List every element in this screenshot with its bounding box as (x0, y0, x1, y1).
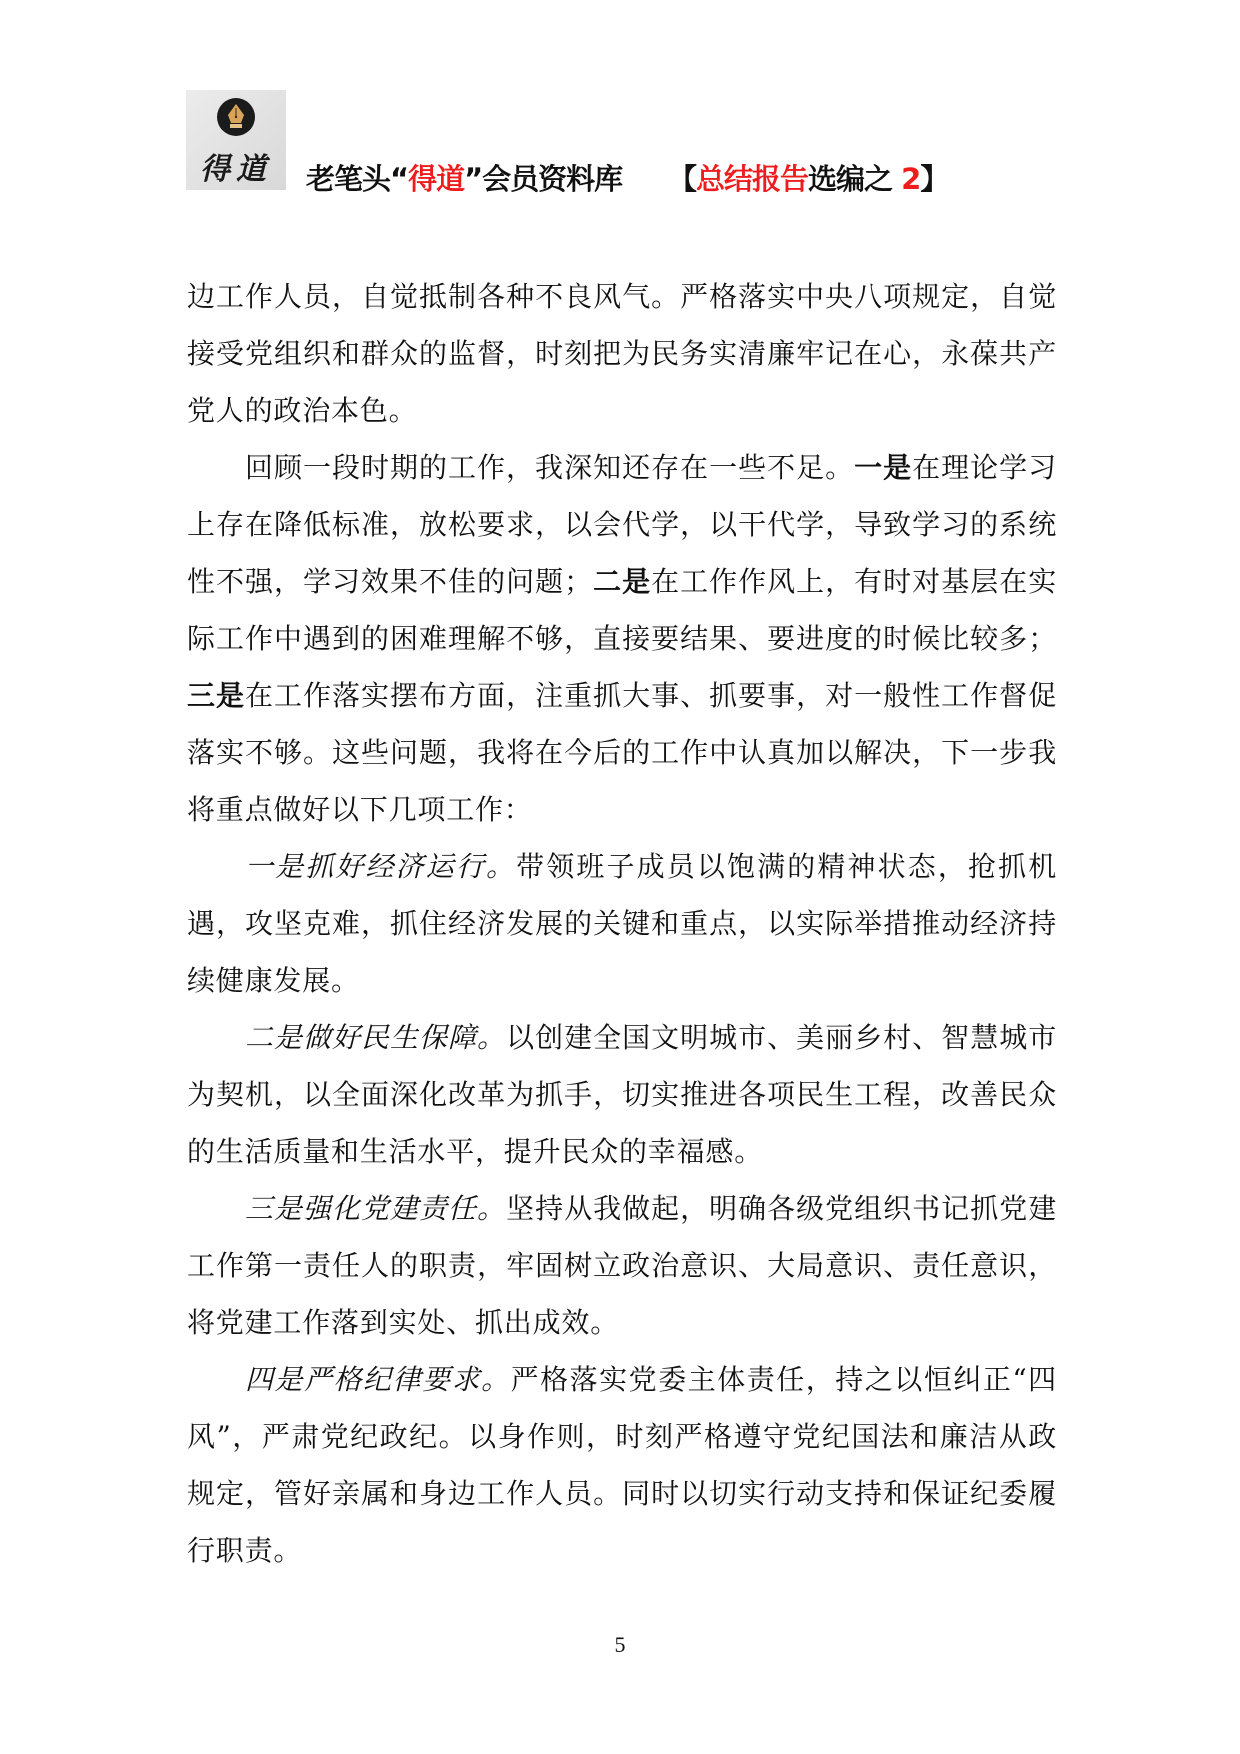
series-title (668, 157, 948, 198)
series-text: 选编之 (808, 162, 893, 196)
paragraph-shortcomings (187, 439, 1057, 838)
logo-text: 得道 (200, 152, 272, 187)
item-lead: 四是严格纪律要求。 (245, 1363, 511, 1396)
paragraph-text: 在工作作风上，有时对基层在实际工作中遇到的困难理解不够，直接要结果、要进度的时候比较多； (187, 565, 1058, 655)
paragraph-text: 在理论学习上存在降低标准，放松要求，以会代学，以干代学，导致学习的系统性不强，学习效果不佳的问题； (187, 451, 1057, 598)
title-quote-open: “ (390, 162, 409, 196)
title-suffix: 会员资料库 (482, 162, 623, 196)
pen-nib-icon (217, 98, 255, 136)
item-text: 以创建全国文明城市、美丽乡村、智慧城市为契机，以全面深化改革为抓手，切实推进各项民生工程，改善民众的生活质量和生活水平，提升民众的幸福感。 (187, 1021, 1058, 1168)
paragraph-text: 回顾一段时期的工作，我深知还存在一些不足。 (245, 451, 855, 484)
series-number: 2 (892, 162, 921, 196)
paragraph-item (187, 838, 1057, 1009)
bold-marker: 一是 (854, 451, 913, 484)
title-highlight: 得道 (408, 162, 465, 196)
bold-marker: 二是 (592, 565, 652, 598)
item-text: 严格落实党委主体责任，持之以恒纠正“四风”，严肃党纪政纪。以身作则，时刻严格遵守党纪国法和廉洁从政规定，管好亲属和身边工作人员。同时以切实行动支持和保证纪委履行职责。 (187, 1363, 1057, 1567)
series-highlight: 总结报告 (696, 162, 809, 196)
item-text: 坚持从我做起，明确各级党组织书记抓党建工作第一责任人的职责，牢固树立政治意识、大局意识、责任意识，将党建工作落到实处、抓出成效。 (187, 1192, 1058, 1339)
item-lead: 二是做好民生保障。 (245, 1021, 507, 1054)
paragraph-item (187, 1180, 1057, 1351)
library-title (306, 157, 622, 198)
title-quote-close: ” (464, 162, 483, 196)
item-lead: 三是强化党建责任。 (245, 1192, 507, 1225)
paragraph-item (187, 1351, 1057, 1579)
bold-marker: 三是 (187, 679, 246, 712)
item-lead: 一是抓好经济运行。 (245, 850, 517, 883)
page-number: 5 (614, 1632, 626, 1657)
paragraph-text: 在工作落实摆布方面，注重抓大事、抓要事，对一般性工作督促落实不够。这些问题，我将在今后的工作中认真加以解决，下一步我将重点做好以下几项工作： (187, 679, 1057, 826)
series-bracket-close: 】 (920, 162, 949, 196)
logo (186, 90, 286, 190)
title-prefix: 老笔头 (306, 162, 391, 196)
paragraph: 边工作人员，自觉抵制各种不良风气。严格落实中央八项规定，自觉接受党组织和群众的监督，时刻把为民务实清廉牢记在心，永葆共产党人的政治本色。 (187, 280, 1057, 427)
document-body (187, 268, 1057, 1579)
item-text: 带领班子成员以饱满的精神状态，抢抓机遇，攻坚克难，抓住经济发展的关键和重点，以实际举措推动经济持续健康发展。 (187, 850, 1057, 997)
series-bracket-open: 【 (668, 162, 697, 196)
paragraph-item (187, 1009, 1057, 1180)
